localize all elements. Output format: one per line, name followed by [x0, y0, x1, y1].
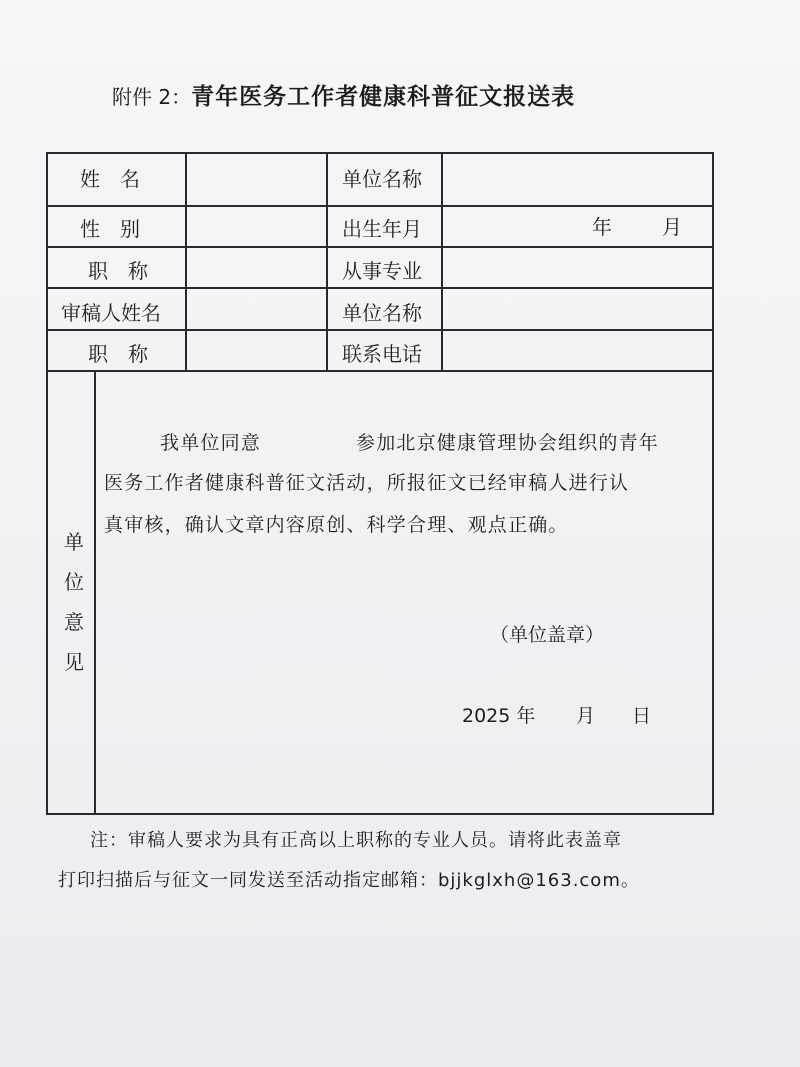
row-divider: [46, 246, 713, 248]
opinion-line1-b: 参加北京健康管理协会组织的青年: [356, 432, 660, 454]
date-month: 月: [576, 705, 596, 727]
opinion-side-label: [62, 522, 86, 682]
opinion-line1-a: 我单位同意: [160, 432, 262, 454]
date-year: 2025 年: [462, 705, 536, 727]
note-line2: 打印扫描后与征文一同发送至活动指定邮箱：bjjkglxh@163.com。: [58, 870, 640, 891]
birth-label: 出生年月: [342, 217, 422, 241]
table-border-right: [712, 152, 714, 815]
opinion-line3: 真审核，确认文章内容原创、科学合理、观点正确。: [104, 514, 569, 536]
row-divider: [46, 287, 713, 289]
page-title: [112, 78, 575, 111]
specialty-label: 从事专业: [342, 259, 422, 283]
side-char: 见: [64, 650, 84, 674]
reviewer-org-label: 单位名称: [342, 301, 422, 325]
col-divider: [185, 152, 187, 372]
col-divider: [94, 370, 96, 815]
title-label: 职 称: [88, 259, 148, 283]
title-main: 青年医务工作者健康科普征文报送表: [191, 84, 576, 110]
birth-year-unit: 年: [592, 215, 612, 239]
side-char: 单: [64, 530, 84, 554]
col-divider: [441, 152, 443, 372]
note-line1: 注：审稿人要求为具有正高以上职称的专业人员。请将此表盖章: [90, 830, 622, 851]
date-day: 日: [632, 705, 652, 727]
side-char: 位: [64, 570, 84, 594]
table-border-bottom: [46, 813, 713, 815]
reviewer-title-label: 职 称: [88, 342, 148, 366]
col-divider: [326, 152, 328, 372]
reviewer-name-label: 审稿人姓名: [61, 301, 161, 325]
row-divider: [46, 370, 713, 372]
gender-label: 性 别: [80, 217, 140, 241]
title-prefix: 附件 2：: [112, 85, 192, 109]
name-label: 姓 名: [80, 167, 140, 191]
table-border-left: [46, 152, 48, 815]
unit-seal-label: （单位盖章）: [490, 624, 605, 646]
opinion-line2: 医务工作者健康科普征文活动，所报征文已经审稿人进行认: [104, 472, 630, 494]
side-char: 意: [64, 610, 84, 634]
org-label: 单位名称: [342, 167, 422, 191]
table-border-top: [46, 152, 713, 154]
row-divider: [46, 329, 713, 331]
phone-label: 联系电话: [342, 342, 422, 366]
birth-month-unit: 月: [662, 215, 682, 239]
row-divider: [46, 205, 713, 207]
